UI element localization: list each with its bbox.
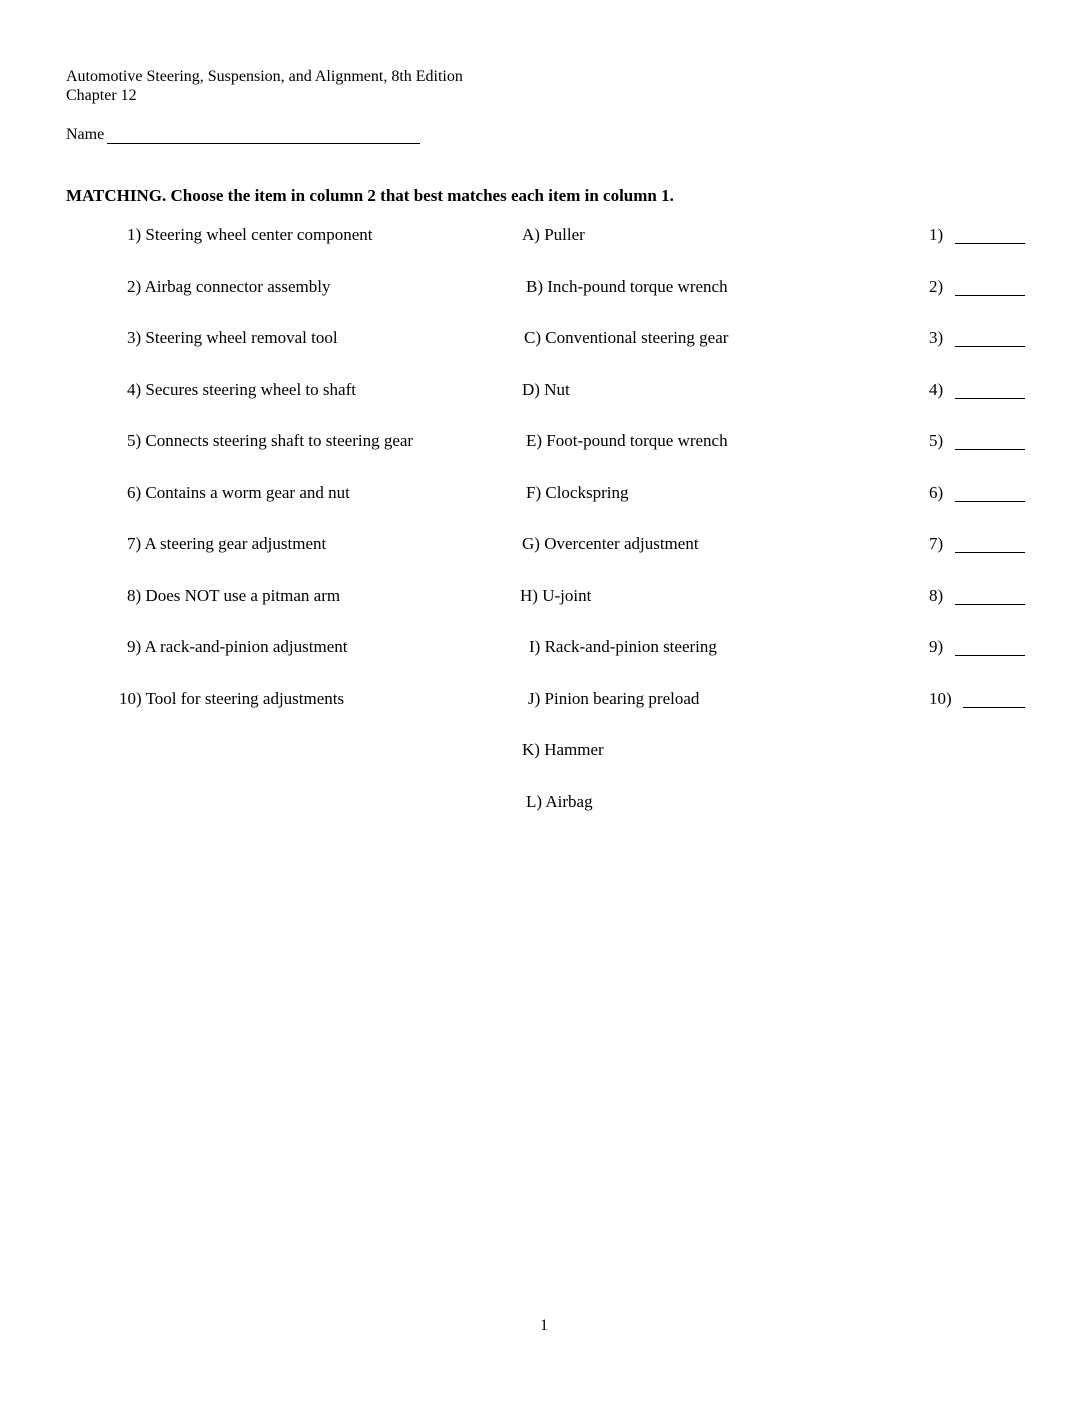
answer-number: 6) bbox=[929, 482, 944, 502]
chapter-label: Chapter 12 bbox=[66, 87, 137, 104]
matching-instructions: MATCHING. Choose the item in column 2 that best matches each item in column 1. bbox=[66, 186, 674, 205]
column1-item: 9) A rack-and-pinion adjustment bbox=[127, 637, 348, 656]
column2-item: D) Nut bbox=[522, 379, 570, 399]
column2-item: K) Hammer bbox=[522, 740, 604, 759]
column1-item: 8) Does NOT use a pitman arm bbox=[127, 585, 341, 605]
answer-number: 5) bbox=[929, 431, 944, 450]
name-label: Name bbox=[66, 126, 105, 143]
column2-item: H) U-joint bbox=[520, 585, 592, 605]
answer-number: 1) bbox=[929, 225, 944, 244]
column1-item: 2) Airbag connector assembly bbox=[127, 276, 331, 296]
answer-blank[interactable] bbox=[955, 295, 1025, 296]
column1-item: 10) Tool for steering adjustments bbox=[119, 688, 345, 708]
answer-number: 4) bbox=[929, 379, 944, 399]
answer-number: 2) bbox=[929, 276, 944, 296]
answer-blank[interactable] bbox=[955, 346, 1025, 347]
column1-item: 6) Contains a worm gear and nut bbox=[127, 482, 350, 502]
name-field-line[interactable] bbox=[107, 143, 420, 144]
answer-blank[interactable] bbox=[955, 655, 1025, 656]
column1-item: 3) Steering wheel removal tool bbox=[127, 328, 338, 347]
column2-item: C) Conventional steering gear bbox=[524, 328, 729, 347]
column1-item: 1) Steering wheel center component bbox=[127, 225, 373, 244]
column2-item: F) Clockspring bbox=[526, 482, 629, 502]
column2-item: B) Inch-pound torque wrench bbox=[526, 276, 728, 296]
column2-item: G) Overcenter adjustment bbox=[522, 534, 699, 553]
column2-item: L) Airbag bbox=[526, 791, 593, 811]
answer-blank[interactable] bbox=[955, 552, 1025, 553]
answer-blank[interactable] bbox=[955, 243, 1025, 244]
column2-item: I) Rack-and-pinion steering bbox=[529, 637, 717, 656]
answer-blank[interactable] bbox=[955, 604, 1025, 605]
column2-item: A) Puller bbox=[522, 225, 585, 244]
answer-number: 10) bbox=[929, 688, 952, 708]
column1-item: 4) Secures steering wheel to shaft bbox=[127, 379, 356, 399]
answer-number: 3) bbox=[929, 328, 944, 347]
answer-number: 7) bbox=[929, 534, 944, 553]
answer-blank[interactable] bbox=[955, 501, 1025, 502]
page-number: 1 bbox=[540, 1317, 548, 1334]
column1-item: 7) A steering gear adjustment bbox=[127, 534, 327, 553]
column1-item: 5) Connects steering shaft to steering gear bbox=[127, 431, 414, 450]
book-title: Automotive Steering, Suspension, and Alignment, 8th Edition bbox=[66, 68, 463, 85]
column2-item: J) Pinion bearing preload bbox=[528, 688, 700, 708]
answer-number: 9) bbox=[929, 637, 944, 656]
answer-number: 8) bbox=[929, 585, 944, 605]
answer-blank[interactable] bbox=[963, 707, 1025, 708]
answer-blank[interactable] bbox=[955, 449, 1025, 450]
column2-item: E) Foot-pound torque wrench bbox=[526, 431, 728, 450]
answer-blank[interactable] bbox=[955, 398, 1025, 399]
